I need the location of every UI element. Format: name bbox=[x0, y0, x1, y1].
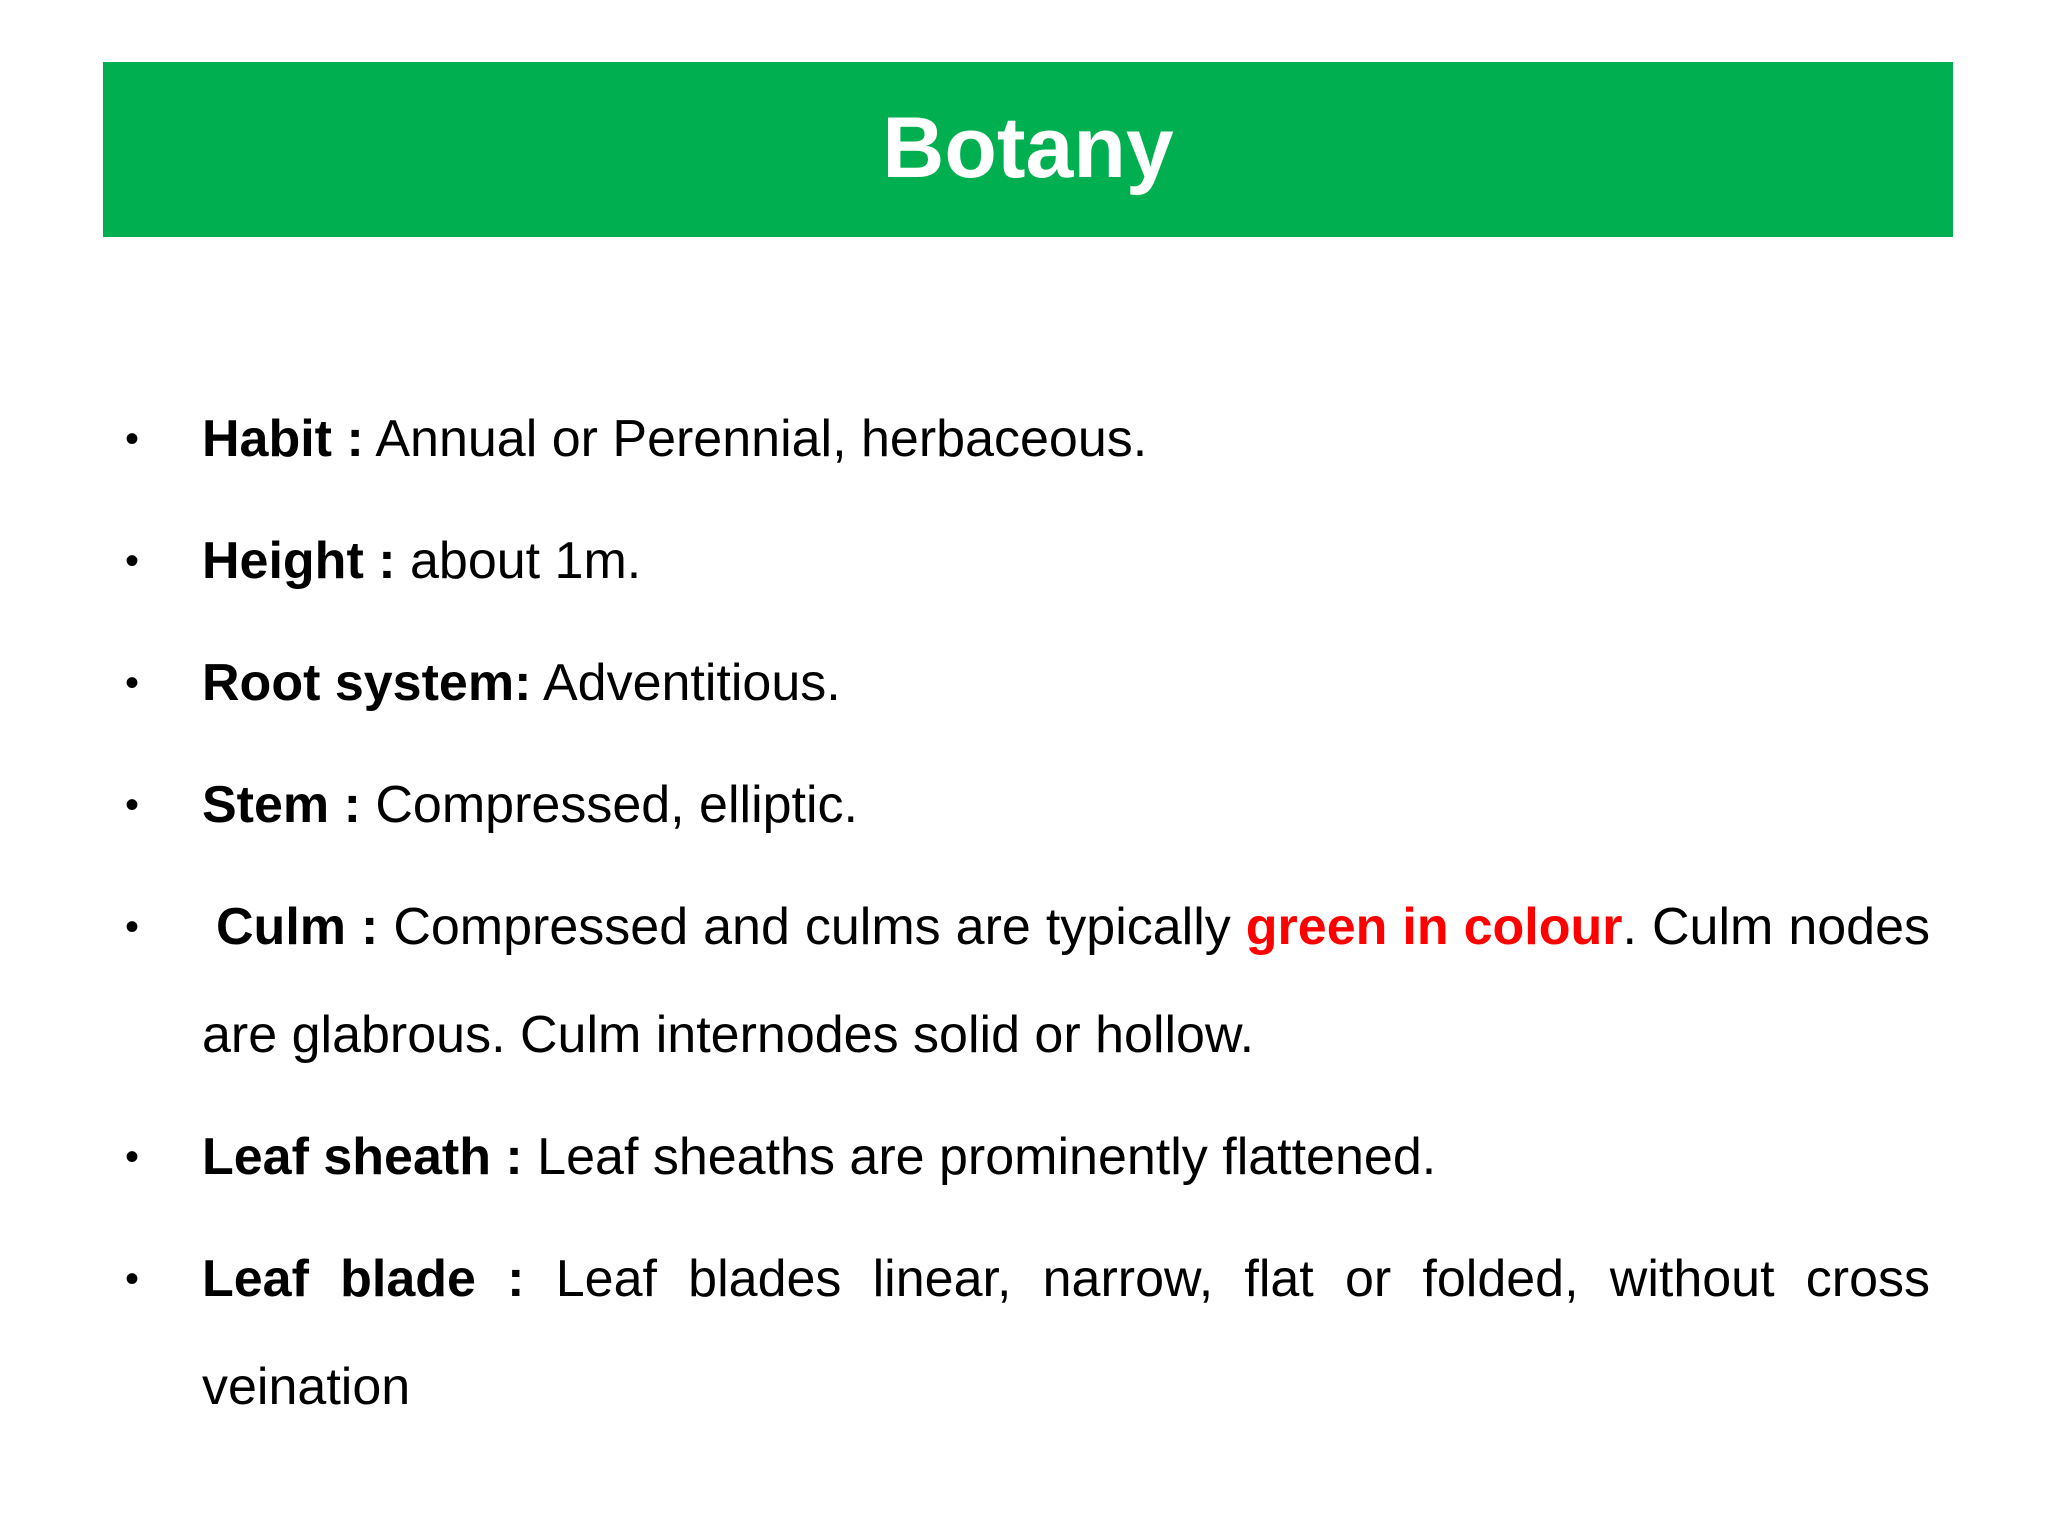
bullet-term: Root system: bbox=[202, 654, 532, 712]
bullet-text: Annual or Perennial, herbaceous. bbox=[363, 410, 1148, 468]
bullet-item-culm bbox=[125, 873, 1930, 1089]
bullet-item-height bbox=[125, 507, 1930, 615]
bullet-term: Height : bbox=[202, 532, 396, 590]
bullet-text: . Culm nodes are glabrous. Culm internodes solid or hollow. bbox=[202, 898, 1930, 1064]
bullet-text: about 1m. bbox=[395, 532, 642, 590]
bullet-item-leaf-blade bbox=[125, 1225, 1930, 1441]
title-bar bbox=[103, 62, 1953, 237]
bullet-text: Leaf blades linear, narrow, flat or folded, without cross veination bbox=[202, 1250, 1930, 1416]
bullet-term: Leaf blade : bbox=[202, 1250, 525, 1308]
bullet-item-habit bbox=[125, 385, 1930, 493]
bullet-icon: • bbox=[125, 539, 140, 583]
bullet-text: Compressed and culms are typically bbox=[378, 898, 1246, 956]
bullet-icon: • bbox=[125, 783, 140, 827]
bullet-icon: • bbox=[125, 417, 140, 461]
bullet-text: Leaf sheaths are prominently flattened. bbox=[522, 1128, 1437, 1186]
bullet-item-leaf-sheath bbox=[125, 1103, 1930, 1211]
highlight-text: green in colour bbox=[1245, 898, 1623, 956]
bullet-term: Habit : bbox=[202, 410, 364, 468]
slide-title: Botany bbox=[882, 99, 1174, 196]
bullet-icon: • bbox=[125, 661, 140, 705]
bullet-list bbox=[125, 385, 1930, 1455]
bullet-icon: • bbox=[125, 905, 140, 949]
bullet-text: Adventitious. bbox=[531, 654, 841, 712]
bullet-term: Culm : bbox=[216, 898, 379, 956]
bullet-item-stem bbox=[125, 751, 1930, 859]
bullet-term: Leaf sheath : bbox=[202, 1128, 523, 1186]
bullet-term: Stem : bbox=[202, 776, 361, 834]
bullet-icon: • bbox=[125, 1257, 140, 1301]
bullet-icon: • bbox=[125, 1135, 140, 1179]
bullet-item-root-system bbox=[125, 629, 1930, 737]
bullet-text: Compressed, elliptic. bbox=[360, 776, 858, 834]
